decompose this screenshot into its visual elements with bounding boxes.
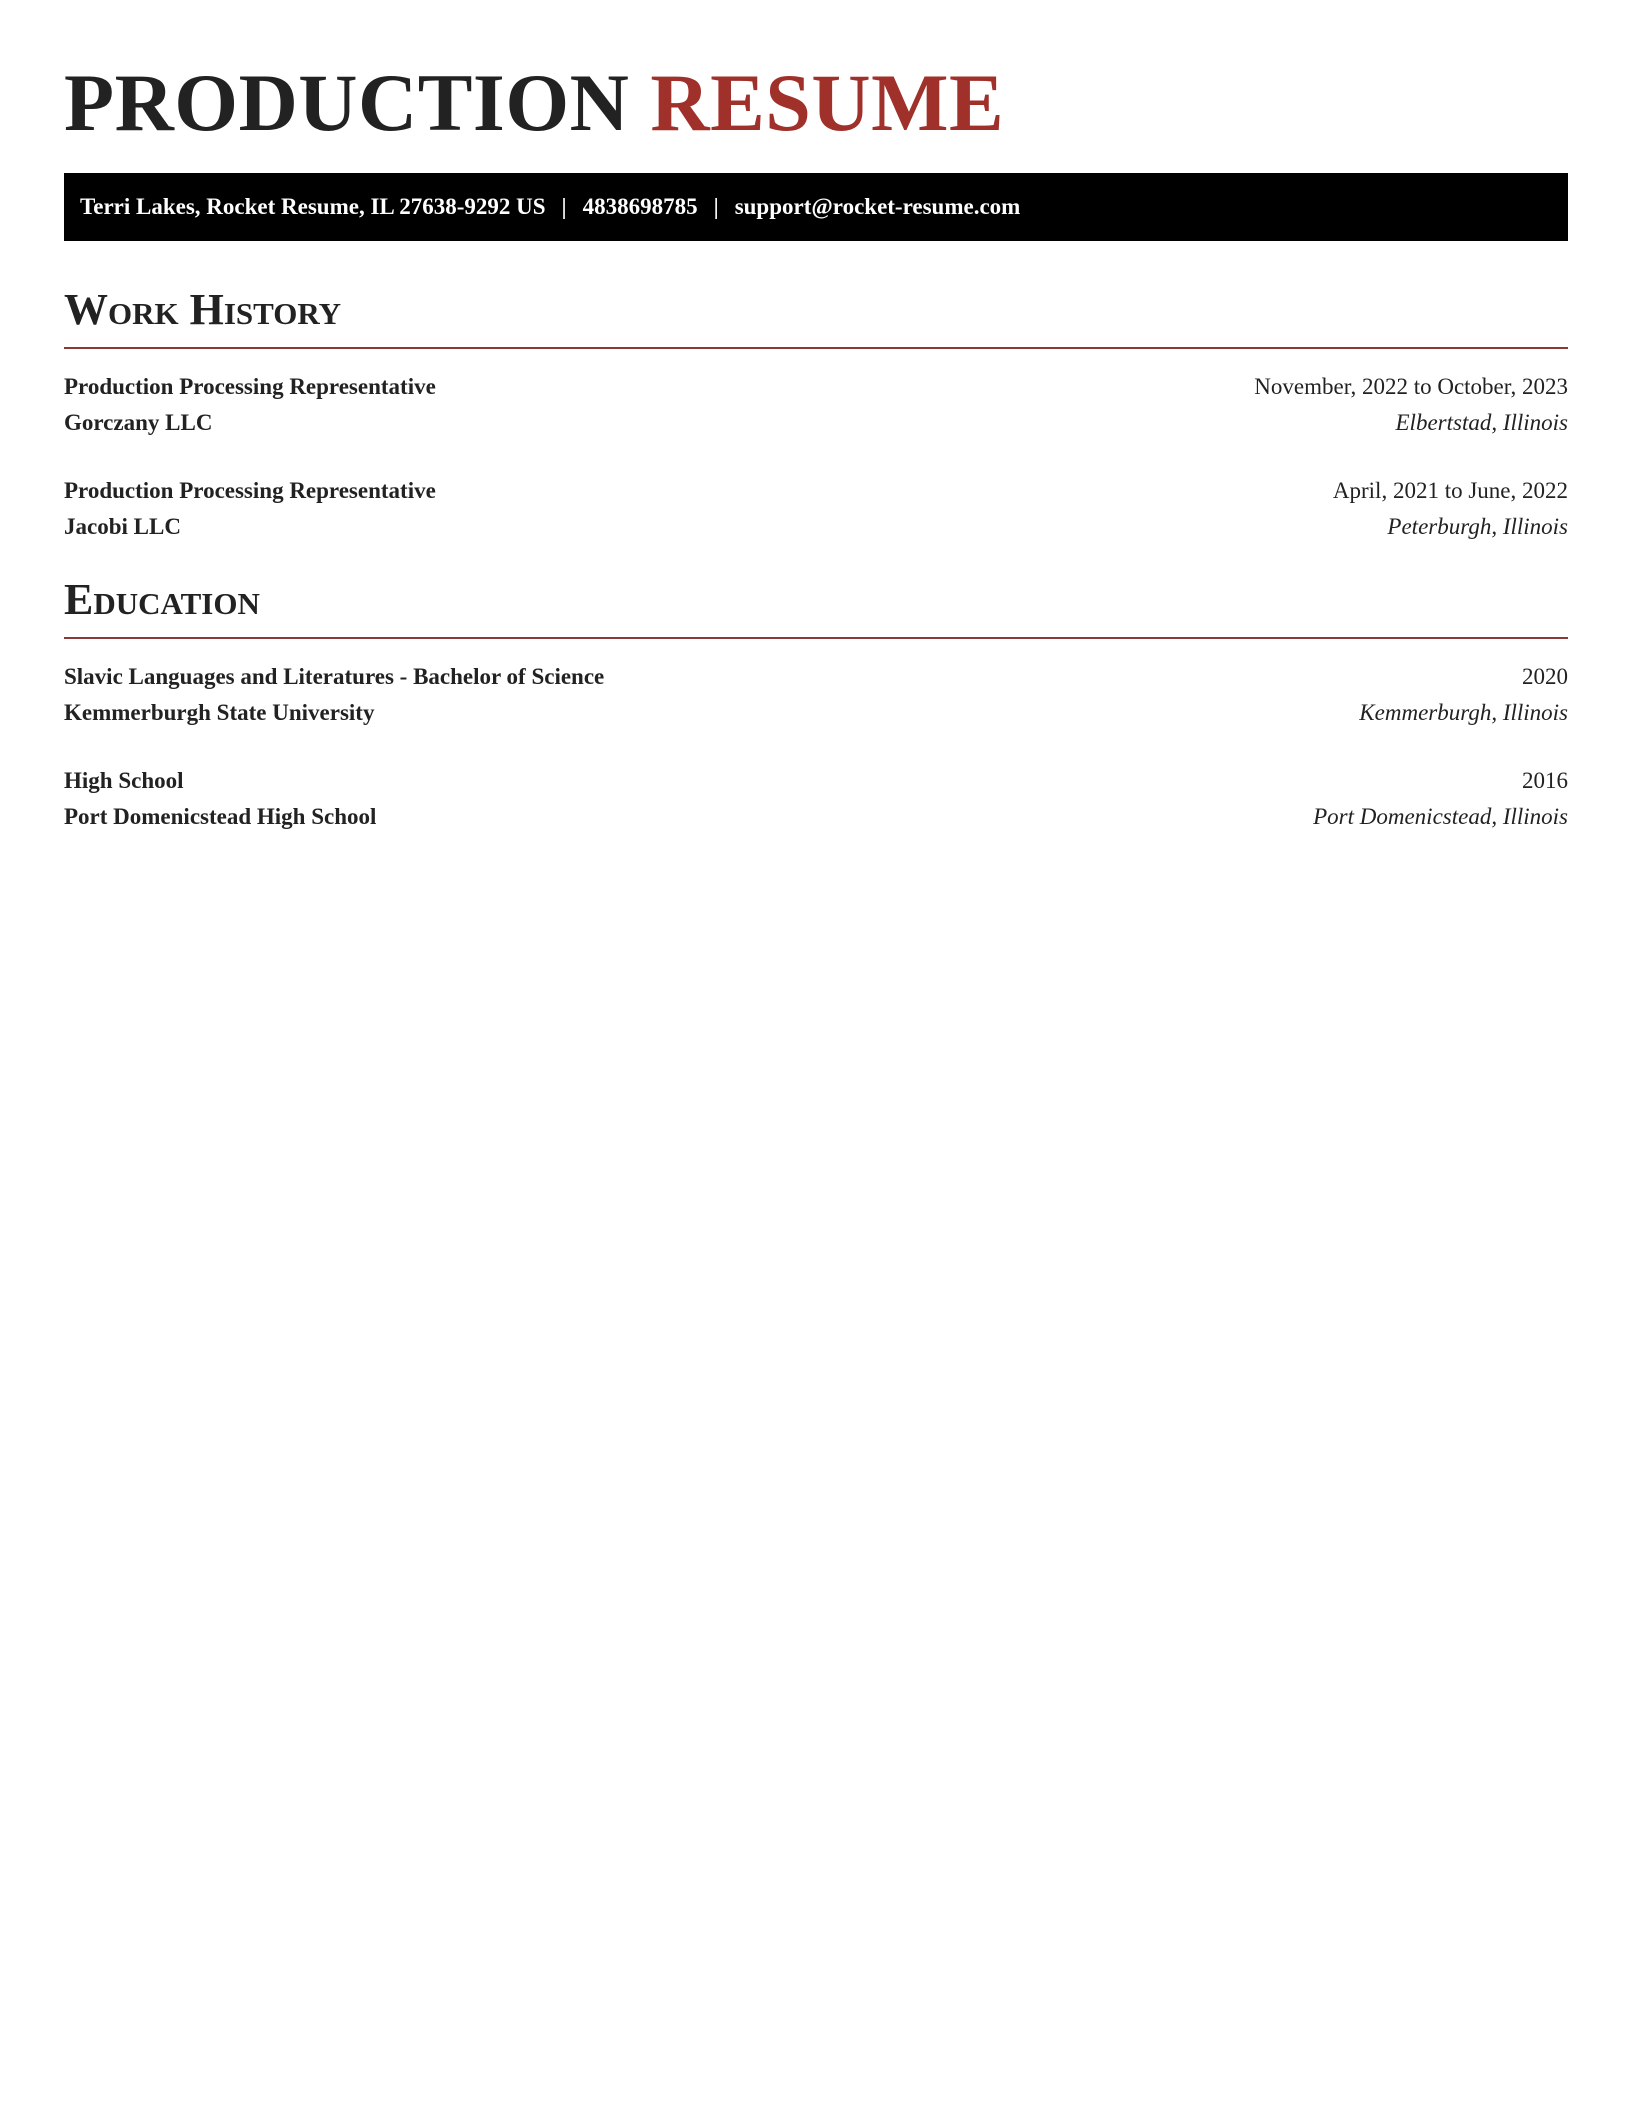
education-entry-row <box>64 659 1568 695</box>
contact-address: Terri Lakes, Rocket Resume, IL 27638-9292 US <box>80 194 546 219</box>
contact-email: support@rocket-resume.com <box>734 194 1021 219</box>
school-location: Kemmerburgh, Illinois <box>1359 700 1568 725</box>
graduation-year: 2020 <box>1522 664 1568 689</box>
work-entry-row <box>64 509 1568 545</box>
work-entry-row <box>64 473 1568 509</box>
title-accent: RESUME <box>650 57 1005 148</box>
work-entry <box>64 473 1568 545</box>
degree-name: High School <box>64 768 184 793</box>
work-history-heading: Work History <box>64 285 1568 349</box>
education-entry-row <box>64 695 1568 731</box>
education-entry-row <box>64 763 1568 799</box>
education-entry <box>64 763 1568 835</box>
job-location: Elbertstad, Illinois <box>1395 410 1568 435</box>
degree-name: Slavic Languages and Literatures - Bachelor of Science <box>64 664 605 689</box>
title-main: PRODUCTION <box>64 57 630 148</box>
work-entry-row <box>64 405 1568 441</box>
job-dates: November, 2022 to October, 2023 <box>1254 374 1568 399</box>
school-location: Port Domenicstead, Illinois <box>1313 804 1568 829</box>
education-entry <box>64 659 1568 731</box>
company-name: Jacobi LLC <box>64 514 181 539</box>
page-title <box>64 0 1568 151</box>
job-location: Peterburgh, Illinois <box>1387 514 1568 539</box>
contact-bar <box>64 173 1568 241</box>
contact-phone: 4838698785 <box>582 194 698 219</box>
education-entry-row <box>64 799 1568 835</box>
job-title: Production Processing Representative <box>64 478 436 503</box>
work-history-section <box>64 285 1568 545</box>
company-name: Gorczany LLC <box>64 410 213 435</box>
education-heading: Education <box>64 575 1568 639</box>
contact-separator: | <box>713 194 719 219</box>
job-title: Production Processing Representative <box>64 374 436 399</box>
education-section <box>64 575 1568 835</box>
school-name: Port Domenicstead High School <box>64 804 377 829</box>
graduation-year: 2016 <box>1522 768 1568 793</box>
work-entry-row <box>64 369 1568 405</box>
contact-separator: | <box>561 194 567 219</box>
school-name: Kemmerburgh State University <box>64 700 375 725</box>
job-dates: April, 2021 to June, 2022 <box>1332 478 1568 503</box>
work-entry <box>64 369 1568 441</box>
